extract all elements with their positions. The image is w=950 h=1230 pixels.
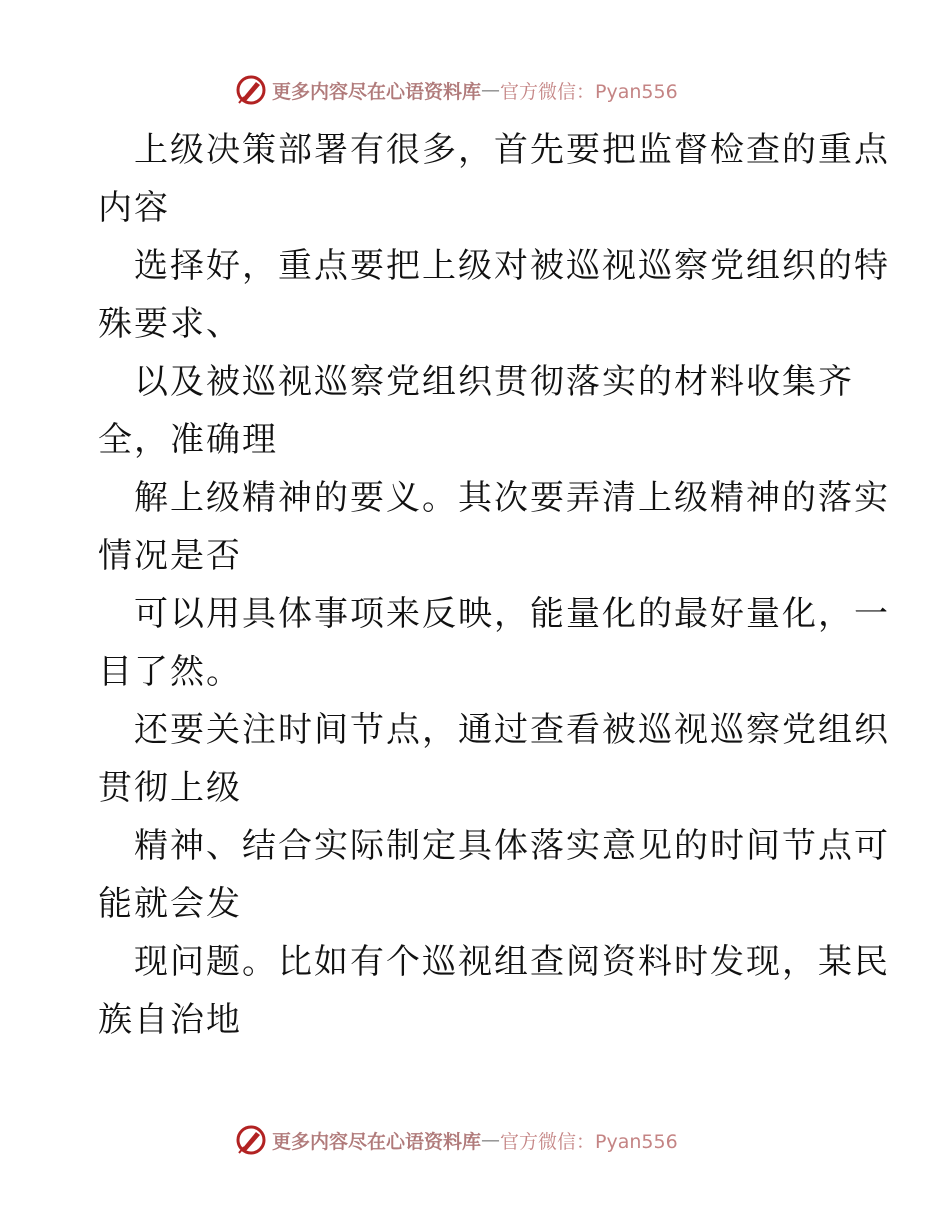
- body-line: 选择好，重点要把上级对被巡视巡察党组织的特: [134, 246, 890, 286]
- body-line: 目了然。: [98, 652, 242, 692]
- footer-dash: —: [481, 1129, 501, 1151]
- body-line: 全，准确理: [98, 420, 278, 460]
- footer-banner: [234, 1122, 678, 1158]
- header-wechat-text: 官方微信：Pyan556: [500, 80, 678, 103]
- body-line: 贯彻上级: [98, 768, 242, 808]
- body-line: 还要关注时间节点，通过查看被巡视巡察党组织: [134, 710, 890, 750]
- quill-logo-icon: [234, 1123, 268, 1157]
- footer-wechat-text: 官方微信：Pyan556: [500, 1130, 678, 1153]
- footer-brand-text: 更多内容尽在心语资料库: [272, 1130, 482, 1153]
- body-line: 现问题。比如有个巡视组查阅资料时发现，某民: [134, 942, 890, 982]
- body-line: 殊要求、: [98, 304, 242, 344]
- body-line: 精神、结合实际制定具体落实意见的时间节点可: [134, 826, 890, 866]
- quill-logo-icon: [234, 73, 268, 107]
- body-line: 可以用具体事项来反映，能量化的最好量化，一: [134, 594, 890, 634]
- header-brand-text: 更多内容尽在心语资料库: [272, 80, 482, 103]
- document-body: [98, 121, 890, 1049]
- body-line: 内容: [98, 188, 170, 228]
- body-line: 能就会发: [98, 884, 242, 924]
- body-line: 以及被巡视巡察党组织贯彻落实的材料收集齐: [134, 362, 854, 402]
- header-banner: [234, 72, 678, 108]
- header-dash: —: [481, 79, 501, 101]
- body-line: 情况是否: [98, 536, 242, 576]
- body-line: 上级决策部署有很多，首先要把监督检查的重点: [134, 130, 890, 170]
- body-line: 族自治地: [98, 1000, 242, 1040]
- body-line: 解上级精神的要义。其次要弄清上级精神的落实: [134, 478, 890, 518]
